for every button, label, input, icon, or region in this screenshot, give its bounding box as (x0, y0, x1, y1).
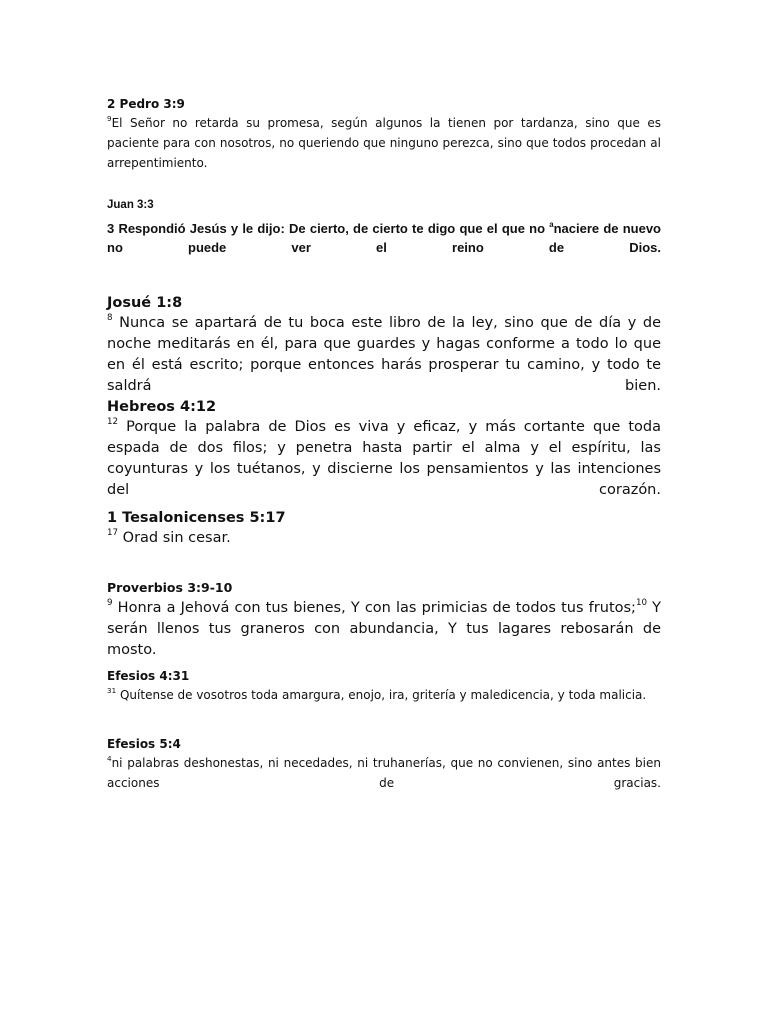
verse-body-2: Y serán llenos tus graneros con abundancia, Y tus lagares rebosarán de mosto. (107, 600, 661, 658)
verse-reference: 1 Tesalonicenses 5:17 (107, 510, 286, 526)
verse-body: Nunca se apartará de tu boca este libro de la ley, sino que de día y de noche meditarás en él, para que guardes y hagas conforme a todo lo que en él está escrito; porque entonces harás prosperar tu camino, y todo te saldrá bien. (107, 315, 661, 394)
verse-body: Orad sin cesar. (122, 530, 231, 546)
verse-text (107, 685, 661, 725)
verse-body: Honra a Jehová con tus bienes, Y con las primicias de todos tus frutos; (117, 600, 636, 616)
verse-number: 31 (107, 686, 117, 696)
verse-body-end: naciere de nuevo no puede ver el reino de Dios. (107, 221, 661, 255)
verse-number: 12 (107, 417, 119, 428)
verse-text (107, 219, 661, 276)
verse-number: 17 (107, 528, 119, 539)
verse-body: ni palabras deshonestas, ni necedades, ni truhanerías, que no convienen, sino antes bien acciones de gracias. (107, 756, 661, 790)
verse-text (107, 528, 661, 570)
verse-number: 4 (107, 754, 112, 764)
verse-block-hebreos (107, 397, 661, 522)
verse-reference: Proverbios 3:9-10 (107, 580, 233, 595)
verse-reference: Efesios 4:31 (107, 669, 190, 683)
footnote-mark: a (549, 219, 554, 229)
verse-reference: Hebreos 4:12 (107, 399, 217, 415)
verse-block-tesalonicenses (107, 508, 661, 570)
verse-number-2: 10 (635, 598, 647, 609)
verse-number: 9 (107, 598, 113, 609)
verse-reference: 2 Pedro 3:9 (107, 97, 185, 111)
verse-block-efesios-5 (107, 735, 661, 813)
verse-block-2-pedro (107, 95, 661, 193)
verse-body: El Señor no retarda su promesa, según algunos la tienen por tardanza, sino que es paciente para con nosotros, no queriendo que ninguno perezca, sino que todos procedan al arrepentimiento. (107, 116, 661, 170)
verse-text (107, 113, 661, 193)
verse-number: 8 (107, 313, 113, 324)
verse-text (107, 417, 661, 522)
verse-reference: Josué 1:8 (107, 295, 183, 311)
verse-body-start: 3 Respondió Jesús y le dijo: De cierto, de cierto te digo que el que no (107, 221, 550, 236)
verse-number: 9 (107, 114, 112, 124)
verse-reference: Efesios 5:4 (107, 737, 181, 751)
verse-reference: Juan 3:3 (107, 199, 154, 211)
verse-body: Quítense de vosotros toda amargura, enojo, ira, gritería y maledicencia, y toda malicia. (119, 688, 647, 702)
verse-block-efesios-4 (107, 667, 661, 725)
verse-body: Porque la palabra de Dios es viva y eficaz, y más cortante que toda espada de dos filos; y penetra hasta partir el alma y el espíritu, las coyunturas y los tuétanos, y discierne los pensamientos y las intenciones del corazón. (107, 419, 662, 498)
verse-text (107, 753, 661, 813)
verse-block-juan (107, 199, 661, 276)
